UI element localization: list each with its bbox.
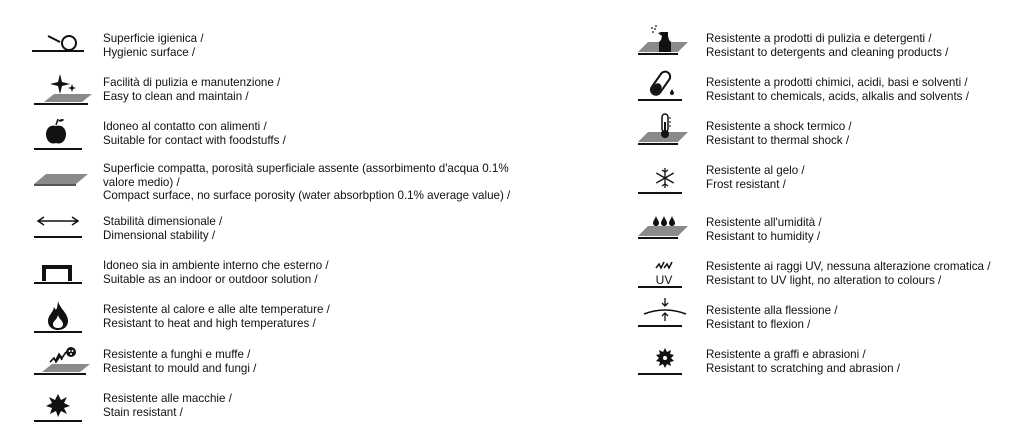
feature-text <box>706 164 805 191</box>
feature-title-en: Resistant to heat and high temperatures / <box>103 316 316 330</box>
feature-title-it: Resistente alle macchie / <box>103 392 232 405</box>
feature-title-en: Stain resistant / <box>103 405 183 419</box>
flexion-icon <box>622 296 702 336</box>
feature-title-en: Easy to clean and maintain / <box>103 89 249 103</box>
feature-title-it: Resistente alla flessione / <box>706 304 838 317</box>
feature-title-it-cont: valore medio) / <box>103 175 180 189</box>
uv-label: UV <box>655 273 673 287</box>
feature-title-en: Resistant to thermal shock / <box>706 133 850 147</box>
feature-title-it: Facilità di pulizia e manutenzione / <box>103 76 281 89</box>
feature-text <box>103 32 204 59</box>
feature-text <box>706 76 969 103</box>
feature-title-en: Dimensional stability / <box>103 228 216 242</box>
thermometer-icon <box>622 112 702 152</box>
feature-title-en: Resistant to flexion / <box>706 317 811 331</box>
feature-title-en: Resistant to scratching and abrasion / <box>706 361 900 375</box>
feature-title-en: Resistant to humidity / <box>706 229 821 243</box>
feature-title-en: Resistant to detergents and cleaning products / <box>706 45 949 59</box>
feature-title-en: Resistant to chemicals, acids, alkalis and solvents / <box>706 89 969 103</box>
feature-text <box>103 259 329 286</box>
sparkle-surface-icon <box>26 72 106 112</box>
stain-icon <box>26 388 106 428</box>
feature-text <box>706 304 837 331</box>
feature-text <box>103 120 286 147</box>
feature-title-it: Idoneo al contatto con alimenti / <box>103 120 267 133</box>
feature-text <box>706 260 990 287</box>
hygienic-surface-icon <box>26 28 106 68</box>
feature-text <box>103 348 256 375</box>
feature-title-en: Compact surface, no surface porosity (water absorbption 0.1% average value) / <box>103 189 511 203</box>
feature-text <box>103 76 280 103</box>
feature-title-it: Resistente all'umidità / <box>706 216 822 229</box>
feature-title-it: Idoneo sia in ambiente interno che esterno / <box>103 259 329 272</box>
feature-title-it: Superficie compatta, porosità superficiale assente (assorbimento d'acqua 0.1% <box>103 162 509 175</box>
feature-text <box>103 215 222 242</box>
feature-text <box>103 392 232 419</box>
snowflake-icon <box>622 158 702 198</box>
feature-title-en: Suitable for contact with foodstuffs / <box>103 133 286 147</box>
feature-title-it: Resistente a graffi e abrasioni / <box>706 348 866 361</box>
flame-icon <box>26 299 106 339</box>
compact-slab-icon <box>26 162 106 202</box>
feature-text <box>103 162 510 203</box>
mould-icon <box>26 344 106 384</box>
feature-title-en: Frost resistant / <box>706 177 786 191</box>
scratch-icon <box>622 342 702 382</box>
feature-text <box>706 120 852 147</box>
feature-text <box>706 216 822 243</box>
feature-title-it: Resistente a prodotti di pulizia e detergenti / <box>706 32 932 45</box>
feature-title-en: Hygienic surface / <box>103 45 196 59</box>
spray-bottle-icon <box>622 24 702 64</box>
water-drops-icon <box>622 208 702 248</box>
feature-title-it: Resistente al gelo / <box>706 164 805 177</box>
feature-text <box>706 348 900 375</box>
feature-title-it: Resistente a prodotti chimici, acidi, basi e solventi / <box>706 76 968 89</box>
apple-icon <box>26 116 106 156</box>
feature-title-en: Suitable as an indoor or outdoor solution / <box>103 272 318 286</box>
feature-text <box>103 303 330 330</box>
feature-title-it: Resistente al calore e alle alte temperature / <box>103 303 330 316</box>
double-arrow-icon <box>26 211 106 251</box>
feature-title-it: Resistente a shock termico / <box>706 120 852 133</box>
uv-icon <box>622 254 702 294</box>
feature-title-it: Stabilità dimensionale / <box>103 215 223 228</box>
feature-title-it: Resistente a funghi e muffe / <box>103 348 251 361</box>
feature-text <box>706 32 948 59</box>
feature-title-en: Resistant to mould and fungi / <box>103 361 257 375</box>
feature-title-en: Resistant to UV light, no alteration to colours / <box>706 273 942 287</box>
feature-title-it: Superficie igienica / <box>103 32 204 45</box>
shelter-icon <box>26 255 106 295</box>
test-tube-icon <box>622 68 702 108</box>
feature-title-it: Resistente ai raggi UV, nessuna alterazione cromatica / <box>706 260 991 273</box>
